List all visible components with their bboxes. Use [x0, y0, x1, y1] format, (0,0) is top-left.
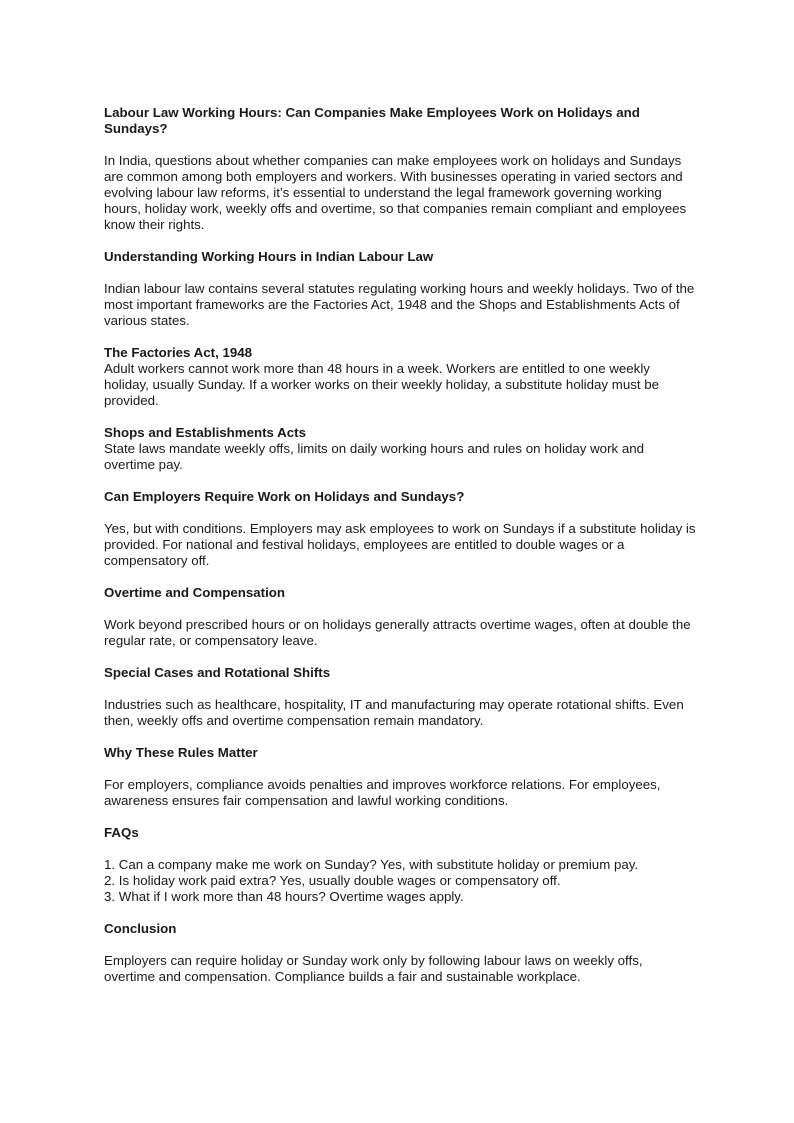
section-shops	[104, 425, 696, 473]
heading-conclusion: Conclusion	[104, 921, 177, 936]
intro-paragraph: In India, questions about whether companies can make employees work on holidays and Sundays are common among both employers and workers. With businesses operating in varied sectors and evolving labour law reforms, it’s essential to understand the legal framework governing working hours, holiday work, weekly offs and overtime, so that companies remain compliant and employees know their rights.	[104, 153, 687, 232]
section-factories	[104, 345, 696, 409]
heading-understanding: Understanding Working Hours in Indian Labour Law	[104, 249, 434, 264]
paragraph-why: For employers, compliance avoids penalties and improves workforce relations. For employees, awareness ensures fair compensation and lawful working conditions.	[104, 777, 661, 808]
paragraph-require: Yes, but with conditions. Employers may ask employees to work on Sundays if a substitute holiday is provided. For national and festival holidays, employees are entitled to double wages or a compensatory off.	[104, 521, 696, 568]
faq-item: 3. What if I work more than 48 hours? Overtime wages apply.	[104, 889, 464, 904]
heading-overtime: Overtime and Compensation	[104, 585, 286, 600]
faq-item: 2. Is holiday work paid extra? Yes, usually double wages or compensatory off.	[104, 873, 561, 888]
faq-item: 1. Can a company make me work on Sunday? Yes, with substitute holiday or premium pay.	[104, 857, 639, 872]
document-title: Labour Law Working Hours: Can Companies Make Employees Work on Holidays and Sundays?	[104, 105, 640, 136]
paragraph-factories: Adult workers cannot work more than 48 hours in a week. Workers are entitled to one weekly holiday, usually Sunday. If a worker works on their weekly holiday, a substitute holiday must be provided.	[104, 361, 660, 408]
heading-why: Why These Rules Matter	[104, 745, 258, 760]
heading-special: Special Cases and Rotational Shifts	[104, 665, 331, 680]
document-page	[104, 105, 696, 1001]
faq-list	[104, 857, 696, 905]
heading-factories: The Factories Act, 1948	[104, 345, 253, 360]
heading-faqs: FAQs	[104, 825, 139, 840]
paragraph-conclusion: Employers can require holiday or Sunday work only by following labour laws on weekly offs, overtime and compensation. Compliance builds a fair and sustainable workplace.	[104, 953, 643, 984]
paragraph-special: Industries such as healthcare, hospitality, IT and manufacturing may operate rotational shifts. Even then, weekly offs and overtime compensation remain mandatory.	[104, 697, 684, 728]
heading-shops: Shops and Establishments Acts	[104, 425, 306, 440]
paragraph-overtime: Work beyond prescribed hours or on holidays generally attracts overtime wages, often at double the regular rate, or compensatory leave.	[104, 617, 691, 648]
heading-require: Can Employers Require Work on Holidays and Sundays?	[104, 489, 465, 504]
paragraph-shops: State laws mandate weekly offs, limits on daily working hours and rules on holiday work and overtime pay.	[104, 441, 645, 472]
paragraph-understanding: Indian labour law contains several statutes regulating working hours and weekly holidays. Two of the most important frameworks are the Factories Act, 1948 and the Shops and Establishments Acts of various states.	[104, 281, 695, 328]
